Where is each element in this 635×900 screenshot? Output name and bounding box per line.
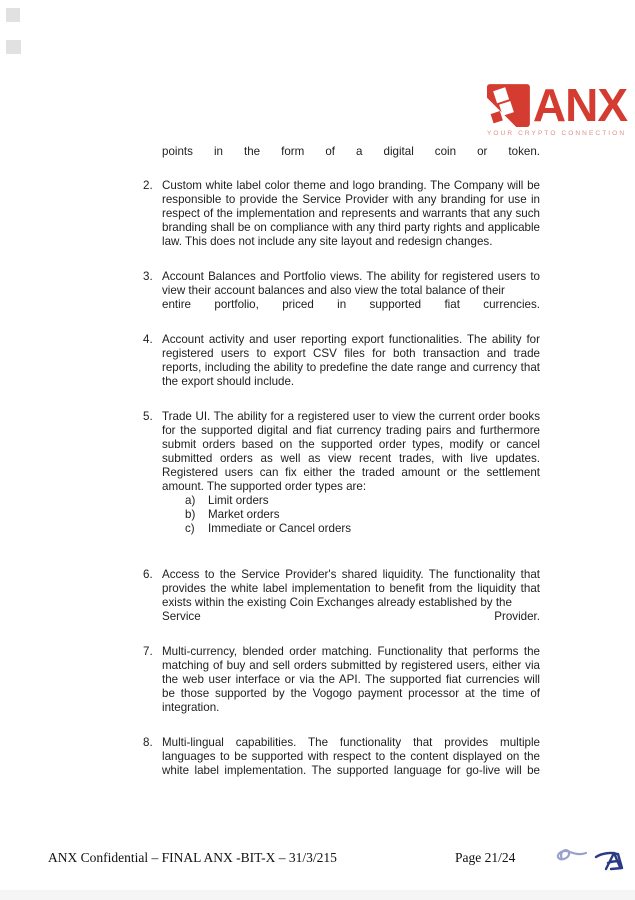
scan-artifact: [6, 40, 21, 54]
scan-edge: [0, 890, 635, 900]
list-item-number: 3.: [143, 270, 153, 283]
list-item-7: [143, 645, 540, 715]
list-item-4: [143, 333, 540, 389]
sublist-label: c): [185, 522, 195, 535]
list-item-number: 6.: [143, 568, 153, 581]
list-item-text-last-line: entire portfolio, priced in supported fiat currencies.: [162, 298, 540, 311]
list-item-number: 2.: [143, 179, 153, 192]
list-item-text: Access to the Service Provider's shared liquidity. The functionality that provides the white label implementation to benefit from the liquidity that exists within the existing Coin Exchanges already established by the: [162, 568, 540, 609]
paragraph-continuation: points in the form of a digital coin or token.: [162, 145, 540, 158]
anx-logo-tagline: YOUR CRYPTO CONNECTION: [487, 130, 627, 137]
sublist-item-a: [185, 494, 540, 508]
list-item-text: Account Balances and Portfolio views. The ability for registered users to view their account balances and also view the total balance of their: [162, 270, 540, 297]
scan-artifact: [6, 8, 20, 22]
sublist-text: Limit orders: [208, 494, 269, 507]
list-item-text: Multi-currency, blended order matching. Functionality that performs the matching of buy and sell orders submitted by registered users, either via the web user interface or via the API. The supported fiat currencies will be those supported by the Vogogo payment processor at the time of integration.: [162, 645, 540, 714]
sublist-text: Market orders: [208, 508, 280, 521]
document-body: [143, 145, 540, 799]
anx-logo-icon: [487, 84, 530, 127]
list-item-8: [143, 736, 540, 778]
sublist-item-c: [185, 522, 540, 536]
list-item-5: [143, 410, 540, 536]
list-item-text: Custom white label color theme and logo branding. The Company will be responsible to provide the Service Provider with any branding for use in respect of the implementation and represents and warrants that any such branding shall be on compliance with any third party rights and applicable law. This does not include any site layout and redesign changes.: [162, 179, 540, 248]
anx-logo-text: ANX: [532, 79, 627, 131]
list-item-text: Trade UI. The ability for a registered user to view the current order books for the supported digital and fiat currency trading pairs and furthermore submit orders based on the supported order types, modify or cancel submitted orders as well as view recent trades, with live updates. Registered users can fix either the traded amount or the settlement amount. The supported order types are:: [162, 410, 540, 493]
signature-initials: [548, 843, 632, 889]
list-item-number: 4.: [143, 333, 153, 346]
list-item-6: [143, 568, 540, 624]
list-item-text-last-line: Service Provider.: [162, 610, 540, 623]
list-item-2: [143, 179, 540, 249]
anx-logo: [487, 79, 627, 137]
footer-page-number: Page 21/24: [455, 850, 516, 865]
list-item-number: 8.: [143, 736, 153, 749]
list-item-number: 5.: [143, 410, 153, 423]
list-item-text: Multi-lingual capabilities. The functionality that provides multiple languages to be supported with respect to the content displayed on the white label implementation. The supported language for go-live will be: [162, 736, 540, 777]
order-types-sublist: [162, 494, 540, 536]
sublist-text: Immediate or Cancel orders: [208, 522, 352, 535]
page-footer: [48, 850, 588, 866]
list-item-text: Account activity and user reporting export functionalities. The ability for registered users to export CSV files for both transaction and trade reports, including the ability to predefine the date range and currency that the export should include.: [162, 333, 540, 388]
sublist-label: b): [185, 508, 196, 521]
footer-confidential-label: ANX Confidential – FINAL ANX -BIT-X – 31/3/215: [48, 850, 337, 865]
list-item-3: [143, 270, 540, 312]
list-item-number: 7.: [143, 645, 153, 658]
sublist-item-b: [185, 508, 540, 522]
sublist-label: a): [185, 494, 196, 507]
